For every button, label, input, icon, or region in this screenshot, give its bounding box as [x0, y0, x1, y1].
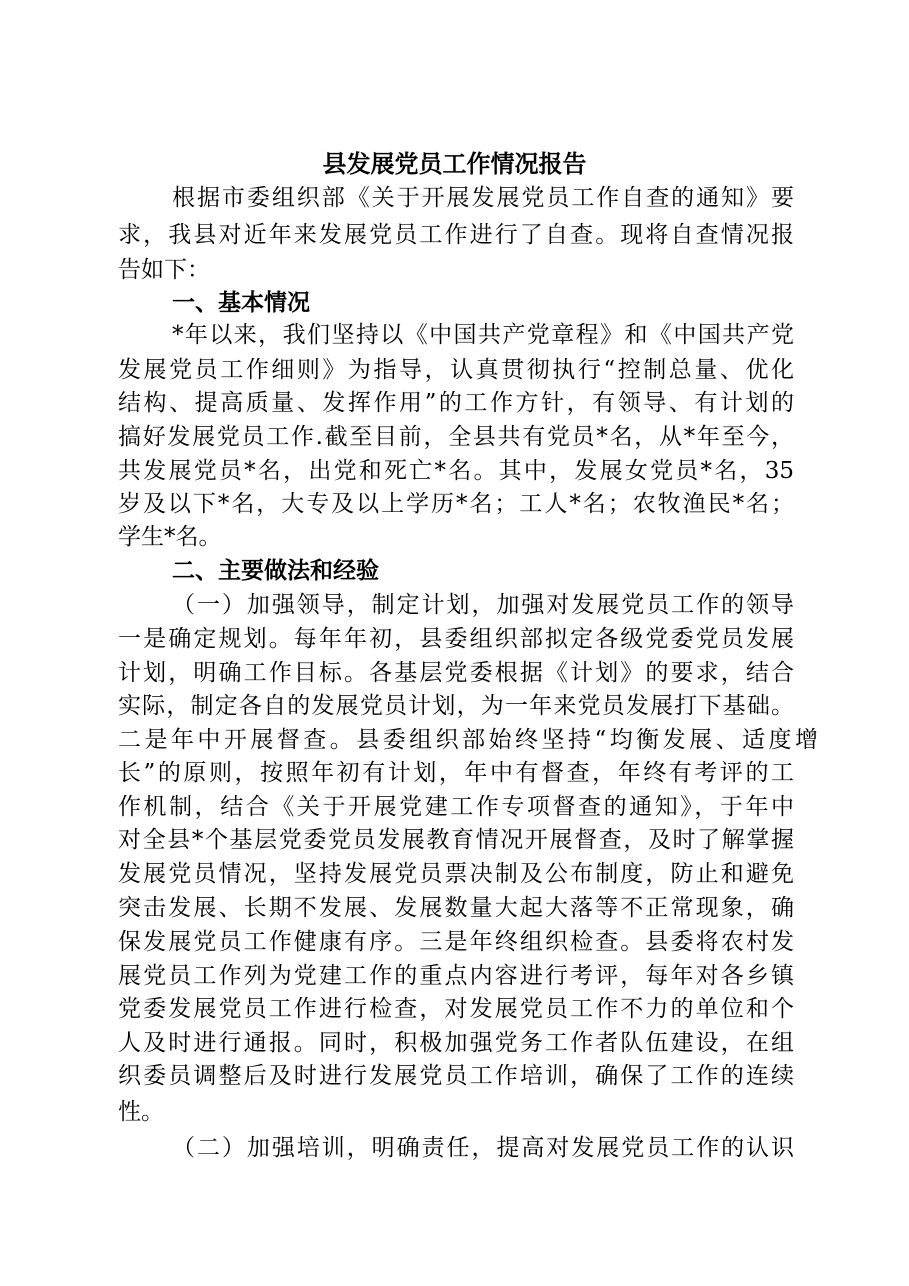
paragraph-line: 性。 — [118, 1099, 164, 1125]
paragraph-line: 长”的原则，按照年初有计划，年中有督查，年终有考评的工 — [118, 760, 794, 786]
paragraph-line: 发展党员情况，坚持发展党员票决制及公布制度，防止和避免 — [118, 861, 794, 887]
paragraph-line: 求，我县对近年来发展党员工作进行了自查。现将自查情况报 — [118, 222, 794, 248]
section-heading: 二、主要做法和经验 — [172, 558, 379, 584]
paragraph-line: 根据市委组织部《关于开展发展党员工作自查的通知》要 — [172, 185, 794, 211]
paragraph-line: 实际，制定各自的发展党员计划，为一年来党员发展打下基础。 — [118, 693, 794, 719]
paragraph-line: 人及时进行通报。同时，积极加强党务工作者队伍建设，在组 — [118, 1030, 794, 1056]
paragraph-line: 保发展党员工作健康有序。三是年终组织检查。县委将农村发 — [118, 929, 794, 955]
paragraph-line: 共发展党员*名，出党和死亡*名。其中，发展女党员*名，35 — [118, 458, 794, 484]
paragraph-line: 岁及以下*名，大专及以上学历*名；工人*名；农牧渔民*名； — [118, 491, 794, 517]
paragraph-line: 结构、提高质量、发挥作用”的工作方针，有领导、有计划的 — [118, 390, 794, 416]
paragraph-line: 作机制，结合《关于开展党建工作专项督查的通知》，于年中 — [118, 794, 794, 820]
paragraph-line: （二）加强培训，明确责任，提高对发展党员工作的认识 — [172, 1135, 794, 1161]
paragraph-line: 党委发展党员工作进行检查，对发展党员工作不力的单位和个 — [118, 996, 794, 1022]
section-heading: 一、基本情况 — [172, 290, 310, 316]
paragraph-line: 对全县*个基层党委党员发展教育情况开展督查，及时了解掌握 — [118, 827, 794, 853]
paragraph-line: 搞好发展党员工作.截至目前，全县共有党员*名，从*年至今， — [118, 424, 794, 450]
paragraph-line: 突击发展、长期不发展、发展数量大起大落等不正常现象，确 — [118, 895, 794, 921]
paragraph-line: （一）加强领导，制定计划，加强对发展党员工作的领导 — [172, 592, 794, 618]
paragraph-line: 二是年中开展督查。县委组织部始终坚持“均衡发展、适度增 — [118, 727, 818, 753]
paragraph-line: 展党员工作列为党建工作的重点内容进行考评，每年对各乡镇 — [118, 963, 794, 989]
paragraph-line: 计划，明确工作目标。各基层党委根据《计划》的要求，结合 — [118, 660, 794, 686]
paragraph-line: 告如下： — [118, 257, 210, 283]
paragraph-line: 织委员调整后及时进行发展党员工作培训，确保了工作的连续 — [118, 1063, 794, 1089]
document-title: 县发展党员工作情况报告 — [322, 149, 587, 178]
paragraph-line: 学生*名。 — [118, 524, 222, 550]
paragraph-line: 一是确定规划。每年年初，县委组织部拟定各级党委党员发展 — [118, 626, 794, 652]
paragraph-line: 发展党员工作细则》为指导，认真贯彻执行“控制总量、优化 — [118, 357, 794, 383]
paragraph-line: *年以来，我们坚持以《中国共产党章程》和《中国共产党 — [172, 322, 794, 348]
